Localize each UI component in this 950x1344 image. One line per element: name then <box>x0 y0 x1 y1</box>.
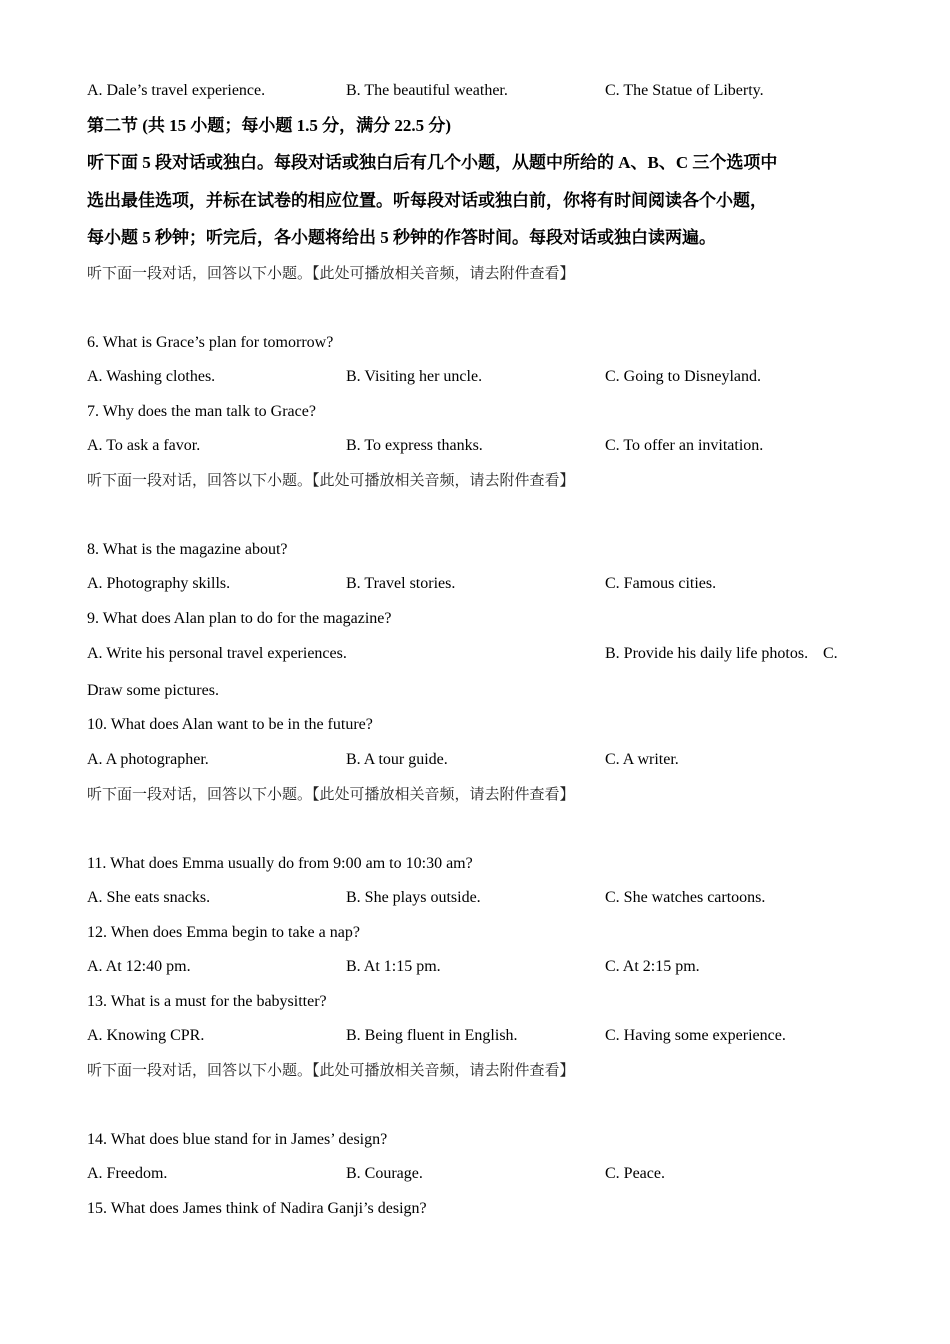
option-a: A. Photography skills. <box>87 575 231 592</box>
option-c-label: C. <box>823 645 838 662</box>
question-stem: 11. What does Emma usually do from 9:00 am to 10:30 am? <box>87 855 473 872</box>
option-c: C. At 2:15 pm. <box>605 958 700 975</box>
option-a: A. Dale’s travel experience. <box>87 82 266 99</box>
option-a: A. At 12:40 pm. <box>87 958 191 975</box>
option-b: B. Being fluent in English. <box>346 1027 518 1044</box>
question-stem: 6. What is Grace’s plan for tomorrow? <box>87 334 334 351</box>
option-b: B. A tour guide. <box>346 751 448 768</box>
option-c: C. To offer an invitation. <box>605 437 764 454</box>
question-stem: 8. What is the magazine about? <box>87 541 288 558</box>
question-stem: 10. What does Alan want to be in the future? <box>87 716 373 733</box>
option-a: A. Freedom. <box>87 1165 168 1182</box>
audio-note: 听下面一段对话，回答以下小题。【此处可播放相关音频，请去附件查看】 <box>87 1063 575 1079</box>
option-a: A. To ask a favor. <box>87 437 201 454</box>
option-c: C. The Statue of Liberty. <box>605 82 764 99</box>
option-b: B. Provide his daily life photos. <box>605 645 809 662</box>
question-stem: 14. What does blue stand for in James’ design? <box>87 1131 388 1148</box>
question-stem: 7. Why does the man talk to Grace? <box>87 403 316 420</box>
option-b: B. Travel stories. <box>346 575 456 592</box>
audio-note: 听下面一段对话，回答以下小题。【此处可播放相关音频，请去附件查看】 <box>87 787 575 803</box>
option-c: C. Peace. <box>605 1165 665 1182</box>
option-c: C. She watches cartoons. <box>605 889 766 906</box>
audio-note: 听下面一段对话，回答以下小题。【此处可播放相关音频，请去附件查看】 <box>87 266 575 282</box>
option-a: A. She eats snacks. <box>87 889 211 906</box>
section-title: 第二节 (共 15 小题；每小题 1.5 分，满分 22.5 分) <box>87 116 452 135</box>
option-b: B. To express thanks. <box>346 437 483 454</box>
option-a: A. Knowing CPR. <box>87 1027 205 1044</box>
option-b: B. She plays outside. <box>346 889 481 906</box>
question-stem: 9. What does Alan plan to do for the magazine? <box>87 610 392 627</box>
section-instruction-line: 每小题 5 秒钟；听完后，各小题将给出 5 秒钟的作答时间。每段对话或独白读两遍。 <box>87 228 716 247</box>
option-b: B. At 1:15 pm. <box>346 958 441 975</box>
option-c-text: Draw some pictures. <box>87 682 219 699</box>
option-a: A. Write his personal travel experiences. <box>87 645 347 662</box>
option-c: C. Having some experience. <box>605 1027 786 1044</box>
option-c: C. A writer. <box>605 751 679 768</box>
section-instruction-line: 选出最佳选项，并标在试卷的相应位置。听每段对话或独白前，你将有时间阅读各个小题， <box>87 191 767 210</box>
option-b: B. Courage. <box>346 1165 423 1182</box>
option-a: A. Washing clothes. <box>87 368 216 385</box>
section-instruction-line: 听下面 5 段对话或独白。每段对话或独白后有几个小题，从题中所给的 A、B、C 三个选项中 <box>87 153 778 172</box>
audio-note: 听下面一段对话，回答以下小题。【此处可播放相关音频，请去附件查看】 <box>87 473 575 489</box>
question-stem: 12. When does Emma begin to take a nap? <box>87 924 360 941</box>
option-c: C. Famous cities. <box>605 575 717 592</box>
option-b: B. Visiting her uncle. <box>346 368 483 385</box>
question-stem: 15. What does James think of Nadira Ganji’s design? <box>87 1200 427 1217</box>
option-a: A. A photographer. <box>87 751 209 768</box>
question-stem: 13. What is a must for the babysitter? <box>87 993 327 1010</box>
option-c: C. Going to Disneyland. <box>605 368 761 385</box>
option-b: B. The beautiful weather. <box>346 82 508 99</box>
